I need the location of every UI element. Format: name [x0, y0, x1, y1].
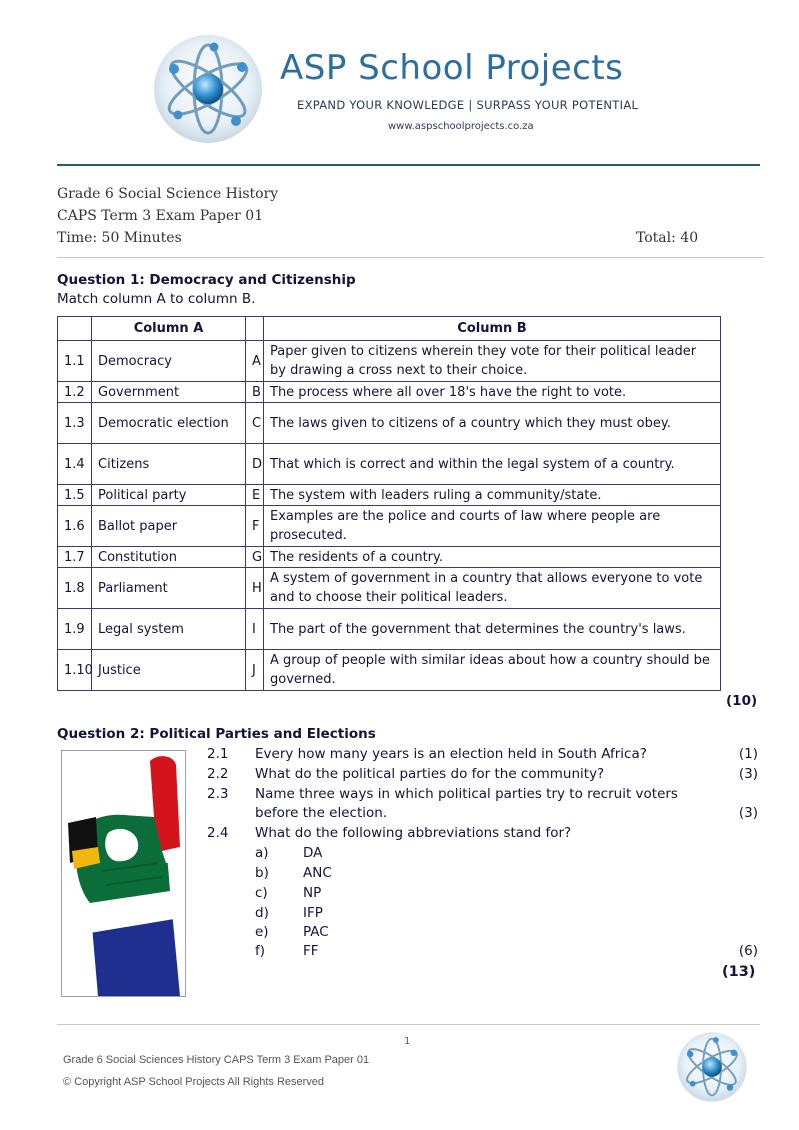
column-a-term: Justice — [92, 650, 246, 691]
column-b-letter: I — [246, 609, 264, 650]
q2-3-number: 2.3 — [207, 786, 229, 802]
match-table — [57, 316, 721, 691]
column-b-letter: G — [246, 547, 264, 568]
footer-divider — [57, 1024, 760, 1025]
question1-heading: Question 1: Democracy and Citizenship — [57, 272, 356, 288]
abbr-letter: d) — [255, 905, 269, 921]
abbr-item: DA — [303, 845, 323, 861]
abbr-letter: b) — [255, 865, 269, 881]
row-number: 1.3 — [58, 403, 92, 444]
question1-total-marks: (10) — [726, 693, 758, 709]
header-divider — [57, 164, 760, 166]
column-a-term: Parliament — [92, 568, 246, 609]
row-number: 1.8 — [58, 568, 92, 609]
column-b-definition: Examples are the police and courts of law where people are prosecuted. — [264, 506, 721, 547]
column-b-definition: That which is correct and within the legal system of a country. — [264, 444, 721, 485]
column-b-definition: The system with leaders ruling a community/state. — [264, 485, 721, 506]
column-a-term: Constitution — [92, 547, 246, 568]
table-row — [58, 403, 721, 444]
table-row — [58, 485, 721, 506]
q2-2-number: 2.2 — [207, 766, 229, 782]
q2-4-marks: (6) — [738, 943, 758, 959]
table-header-row — [58, 317, 721, 341]
column-b-letter: F — [246, 506, 264, 547]
row-number: 1.4 — [58, 444, 92, 485]
q2-4-text: What do the following abbreviations stand for? — [255, 825, 572, 841]
paper-term: CAPS Term 3 Exam Paper 01 — [57, 208, 264, 224]
table-row — [58, 444, 721, 485]
abbr-item: IFP — [303, 905, 323, 921]
column-a-term: Democratic election — [92, 403, 246, 444]
brand-tagline: EXPAND YOUR KNOWLEDGE | SURPASS YOUR POTENTIAL — [297, 98, 639, 112]
brand-title: ASP School Projects — [280, 48, 624, 88]
meta-divider — [57, 257, 764, 258]
brand-url[interactable]: www.aspschoolprojects.co.za — [388, 121, 534, 132]
q2-3-text-line1: Name three ways in which political parties try to recruit voters — [255, 786, 678, 802]
column-b-letter: A — [246, 341, 264, 382]
paper-grade-subject: Grade 6 Social Science History — [57, 186, 279, 202]
column-a-header: Column A — [92, 317, 246, 341]
question1-instruction: Match column A to column B. — [57, 291, 256, 307]
q2-3-marks: (3) — [738, 805, 758, 821]
row-number: 1.6 — [58, 506, 92, 547]
q2-1-number: 2.1 — [207, 746, 229, 762]
abbr-item: ANC — [303, 865, 332, 881]
abbr-letter: c) — [255, 885, 268, 901]
column-a-term: Government — [92, 382, 246, 403]
row-number: 1.2 — [58, 382, 92, 403]
q2-2-text: What do the political parties do for the community? — [255, 766, 605, 782]
column-a-term: Legal system — [92, 609, 246, 650]
column-b-letter: B — [246, 382, 264, 403]
column-a-term: Democracy — [92, 341, 246, 382]
table-row — [58, 382, 721, 403]
atom-logo-icon — [152, 33, 264, 145]
column-b-letter: D — [246, 444, 264, 485]
footer-copyright: © Copyright ASP School Projects All Rights Reserved — [63, 1076, 325, 1088]
abbr-item: FF — [303, 943, 319, 959]
table-row — [58, 341, 721, 382]
table-row — [58, 506, 721, 547]
table-row — [58, 568, 721, 609]
question2-total-marks: (13) — [722, 964, 756, 980]
question2-heading: Question 2: Political Parties and Elections — [57, 726, 376, 742]
paper-time: Time: 50 Minutes — [57, 230, 182, 246]
column-b-definition: A system of government in a country that allows everyone to vote and to choose their political leaders. — [264, 568, 721, 609]
column-b-definition: Paper given to citizens wherein they vote for their political leader by drawing a cross next to their choice. — [264, 341, 721, 382]
abbr-letter: a) — [255, 845, 269, 861]
row-number: 1.5 — [58, 485, 92, 506]
column-b-letter: C — [246, 403, 264, 444]
column-a-term: Citizens — [92, 444, 246, 485]
row-number: 1.1 — [58, 341, 92, 382]
column-b-letter: J — [246, 650, 264, 691]
column-b-definition: The residents of a country. — [264, 547, 721, 568]
q2-2-marks: (3) — [738, 766, 758, 782]
column-a-term: Ballot paper — [92, 506, 246, 547]
column-b-definition: A group of people with similar ideas about how a country should be governed. — [264, 650, 721, 691]
q2-1-marks: (1) — [738, 746, 758, 762]
column-b-header: Column B — [264, 317, 721, 341]
column-b-letter: H — [246, 568, 264, 609]
atom-logo-small-icon — [676, 1031, 748, 1103]
page-number: 1 — [404, 1036, 411, 1047]
table-row — [58, 609, 721, 650]
footer-title: Grade 6 Social Sciences History CAPS Term 3 Exam Paper 01 — [63, 1054, 370, 1066]
paper-total: Total: 40 — [636, 230, 699, 246]
column-b-definition: The process where all over 18's have the right to vote. — [264, 382, 721, 403]
abbr-item: PAC — [303, 924, 329, 940]
column-b-definition: The part of the government that determines the country's laws. — [264, 609, 721, 650]
table-row — [58, 650, 721, 691]
column-b-definition: The laws given to citizens of a country which they must obey. — [264, 403, 721, 444]
flag-hand-icon — [61, 750, 186, 997]
header-num-cell — [58, 317, 92, 341]
q2-4-number: 2.4 — [207, 825, 229, 841]
q2-3-text-line2: before the election. — [255, 805, 388, 821]
abbr-letter: f) — [255, 943, 266, 959]
q2-1-text: Every how many years is an election held in South Africa? — [255, 746, 647, 762]
abbr-letter: e) — [255, 924, 269, 940]
column-a-term: Political party — [92, 485, 246, 506]
abbr-item: NP — [303, 885, 322, 901]
row-number: 1.9 — [58, 609, 92, 650]
row-number: 1.7 — [58, 547, 92, 568]
header-letter-cell — [246, 317, 264, 341]
row-number: 1.10 — [58, 650, 92, 691]
table-row — [58, 547, 721, 568]
column-b-letter: E — [246, 485, 264, 506]
